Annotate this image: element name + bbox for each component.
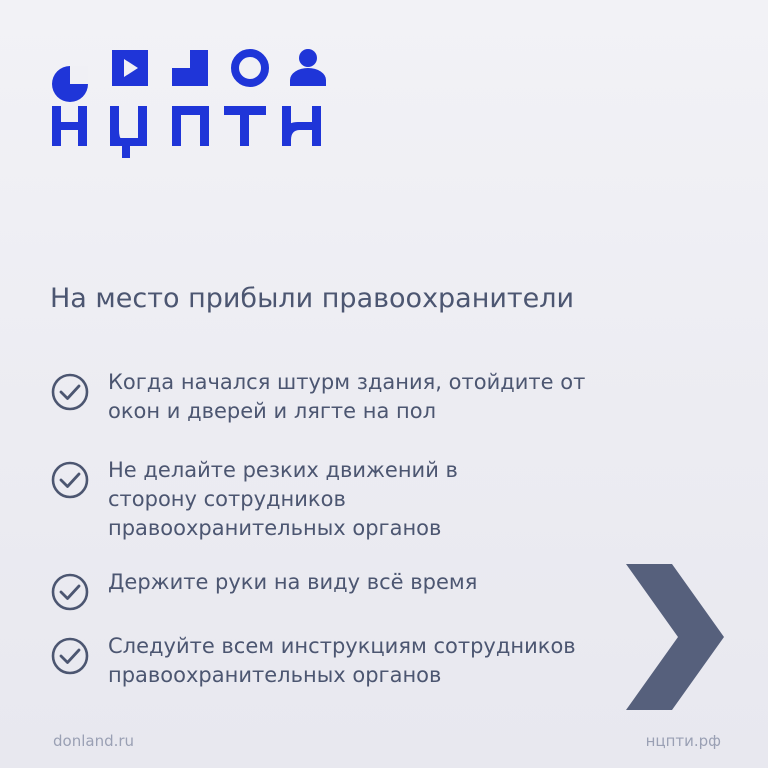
heading: На место прибыли правоохранители bbox=[50, 283, 575, 314]
list-item-text: Держите руки на виду всё время bbox=[108, 570, 478, 594]
check-circle-icon bbox=[50, 572, 90, 612]
chevron-right-icon[interactable] bbox=[626, 564, 724, 710]
list-item-text: Когда начался штурм здания, отойдите от окон и дверей и лягте на пол bbox=[108, 370, 586, 423]
check-circle-icon bbox=[50, 636, 90, 676]
footer-source-link: donland.ru bbox=[53, 732, 135, 750]
list-item bbox=[50, 368, 628, 426]
ring-icon bbox=[235, 53, 265, 83]
list-item-text: Не делайте резких движений в сторону сотрудников правоохранительных органов bbox=[108, 458, 458, 540]
person-icon bbox=[290, 49, 326, 86]
list-item-text: Следуйте всем инструкциям сотрудников правоохранительных органов bbox=[108, 634, 576, 687]
play-square-icon bbox=[112, 50, 148, 86]
list-item bbox=[50, 568, 628, 612]
logo-wordmark bbox=[48, 100, 328, 160]
half-circle-icon bbox=[52, 66, 88, 102]
list-item bbox=[50, 456, 528, 543]
footer-site-link: нцпти.рф bbox=[645, 732, 721, 750]
check-circle-icon bbox=[50, 460, 90, 500]
check-circle-icon bbox=[50, 372, 90, 412]
steps-icon bbox=[172, 50, 208, 86]
list-item bbox=[50, 632, 578, 690]
